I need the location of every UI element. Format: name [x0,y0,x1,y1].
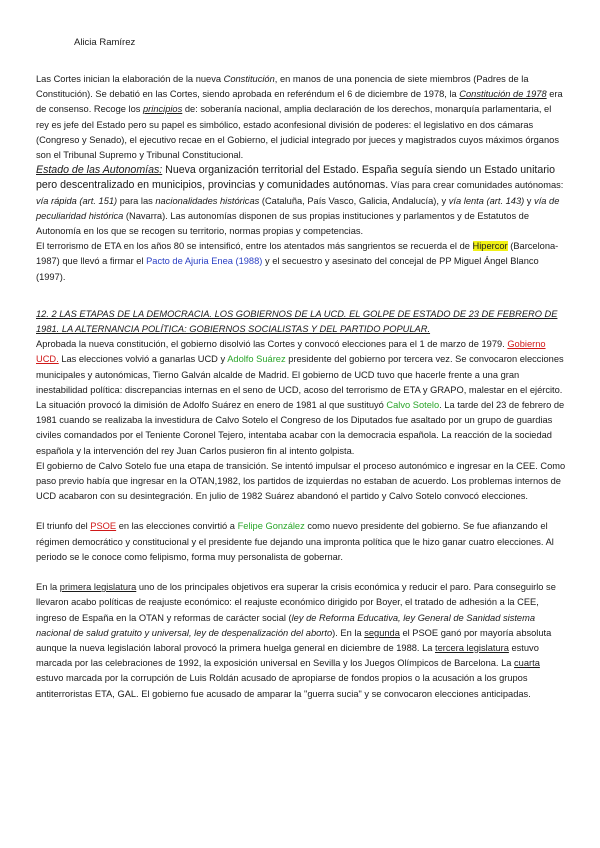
text-run: Las elecciones volvió a ganarlas UCD y [58,354,228,365]
text-run-underlined: Estado de las Autonomías: [36,164,163,177]
text-run-red: PSOE [90,521,117,532]
text-run: el PSOE ganó por mayoría absoluta aunque la nueva legislación laboral provocó la primera huelga general en diciembre de 1988. La [36,627,552,653]
text-run: en las elecciones convirtió a [116,521,238,532]
paragraph-psoe [36,519,566,565]
text-run-blue: Pacto de Ajuria Enea (1988) [146,256,263,267]
paragraph-constitution [36,72,566,163]
text-run: de: soberanía nacional, amplia declaración de los derechos, monarquía parlamentaria, el rey es jefe del Estado pero su papel es simbólico, estado aconfesional división de poderes: el legislativo en dos cámaras (Congreso y Senado), el ejecutivo recae en el Gobierno, el judicial integrado por jueces y magistrados cuyos máximos órganos son el Tribunal Supremo y Tribunal Constitucional. [36,104,559,161]
document-body [36,72,566,702]
text-run-red: Gobierno UCD. [36,339,546,365]
text-run-large: Nueva organización territorial del Estado. España seguía siendo un Estado unitario pero descentralizado en municipios, provincias y comunidades autónomas. [36,164,556,192]
text-run: Vías para crear comunidades autónomas: [388,180,564,191]
text-run-underlined: cuarta [514,658,540,669]
text-run: como nuevo presidente del gobierno. Se fue afianzando el régimen democrático y constitucional y el presidente fue dejando una impronta política que le hizo ganar cuatro elecciones. Al periodo se le conoce como felipismo, forma muy personalista de gobernar. [36,521,554,562]
text-run: (Cataluña, País Vasco, Galicia, Andalucía), y [259,195,449,206]
text-run-italic: vía lenta (art. 143) [448,195,525,206]
text-run: (Navarra). Las autonomías disponen de sus propias instituciones y parlamentos y de Estatutos de Autonomía en los que se recogen su territorio, normas propias y competencias. [36,210,530,237]
text-run-underlined: principios [142,104,183,115]
text-run: Aprobada la nueva constitución, el gobierno disolvió las Cortes y convocó elecciones para el 1 de marzo de 1979. [36,339,508,350]
text-run-italic: nacionalidades históricas [155,195,260,206]
paragraph-autonomies [36,163,566,239]
paragraph-coup [36,398,566,459]
text-run-underlined: primera legislatura [59,582,137,593]
text-run: ). En la [332,627,365,638]
text-run: . La tarde del 23 de febrero de 1981 cuando se realizaba la investidura de Calvo Sotelo el Congreso de los Diputados fue asaltado por un grupo de guardias civiles comandados por el Teniente Coronel Tejero, intentaba acabar con la democracia española. La reacción de la sociedad española y la intervención del rey Juan Carlos pusieron fin al intento golpista. [36,400,565,456]
text-run: uno de los principales objetivos era superar la crisis económica y reducir el paro. Para conseguirlo se llevaron acabo políticas de reajuste económico: el reajuste económico dirigido por Boyer, el tratado de adhesión a la CEE, ingreso de España en la OTAN y reformas de carácter social ( [36,582,556,623]
paragraph-legislatures [36,580,566,702]
section-heading: 12. 2 LAS ETAPAS DE LA DEMOCRACIA. LOS GOBIERNOS DE LA UCD. EL GOLPE DE ESTADO DE 23 DE FEBRERO DE 1981. LA ALTERNANCIA POLÍTICA: GOBIERNOS SOCIALISTAS Y DEL PARTIDO POPULAR. [36,308,558,335]
text-run-italic: vía rápida (art. 151) [36,195,118,206]
paragraph-terrorism [36,239,566,285]
text-run: presidente del gobierno por tercera vez. Se convocaron elecciones municipales y autonómicas, Tierno Galván alcalde de Madrid. El gobierno de UCD tuvo que hacerle frente a una gran inestabilidad política: discrepancias internas en el seno de UCD, acoso del terrorismo de ETA y GRAPO, malestar en el ejército. [36,354,564,395]
text-run: y [524,195,535,206]
text-run-italic: Constitución [223,74,275,84]
text-run: (Barcelona-1987) que llevó a firmar el [36,241,559,267]
text-run: para las [117,195,156,206]
text-run: , en manos de una ponencia de siete miembros (Padres de la Constitución). Se debatió en las Cortes, siendo aprobada en referéndum el 6 de diciembre de 1978, la [36,74,529,100]
text-run: En la [36,582,60,593]
text-run: El triunfo del [36,521,91,532]
paragraph-ucd-government [36,337,566,398]
text-run-highlighted: Hipercor [472,241,508,252]
text-run-green: Felipe González [237,521,305,532]
text-run-green: Adolfo Suárez [227,354,286,365]
author-name: Alicia Ramírez [74,37,136,48]
text-run: estuvo marcada por la corrupción de Luis Roldán acusado de apropiarse de fondos propios o la acusación a los grupos antiterroristas ETA, GAL. El gobierno fue acusado de amparar la "guerra sucia" y se convocaron elecciones anticipadas. [36,673,531,699]
text-run: Las Cortes inician la elaboración de la nueva [36,74,224,84]
text-run-italic: vía de peculiaridad histórica [36,195,560,221]
paragraph-calvo-sotelo: El gobierno de Calvo Sotelo fue una etapa de transición. Se intentó impulsar el proceso autonómico e ingresar en la CEE. Como paso previo había que ingresar en la OTAN,1982, los partidos de izquierdas no estaban de acuerdo. Los problemas internos de UCD acabaron con su desintegración. En julio de 1982 Suárez abandonó el partido y Calvo Sotelo convocó elecciones. [36,460,566,502]
text-run-underlined: tercera legislatura [435,642,509,653]
text-run: La situación provocó la dimisión de Adolfo Suárez en enero de 1981 al que sustituyó [36,400,387,411]
text-run: estuvo marcada por las celebraciones de 1992, la exposición universal en Sevilla y los Juegos Olímpicos de Barcelona. La [36,642,539,669]
text-run: El terrorismo de ETA en los años 80 se intensificó, entre los atentados más sangrientos se recuerda el de [36,241,473,252]
text-run: era de consenso. Recoge los [36,89,563,115]
text-run-underlined: segunda [364,627,400,638]
text-run-green: Calvo Sotelo [386,400,440,411]
text-run-underlined: Constitución de 1978 [459,89,547,100]
text-run-italic: ley de Reforma Educativa, ley General de Sanidad sistema nacional de salud gratuito y universal, ley de despenalización del aborto [36,612,536,638]
text-run: y el secuestro y asesinato del concejal de PP Miguel Ángel Blanco (1997). [36,256,539,282]
